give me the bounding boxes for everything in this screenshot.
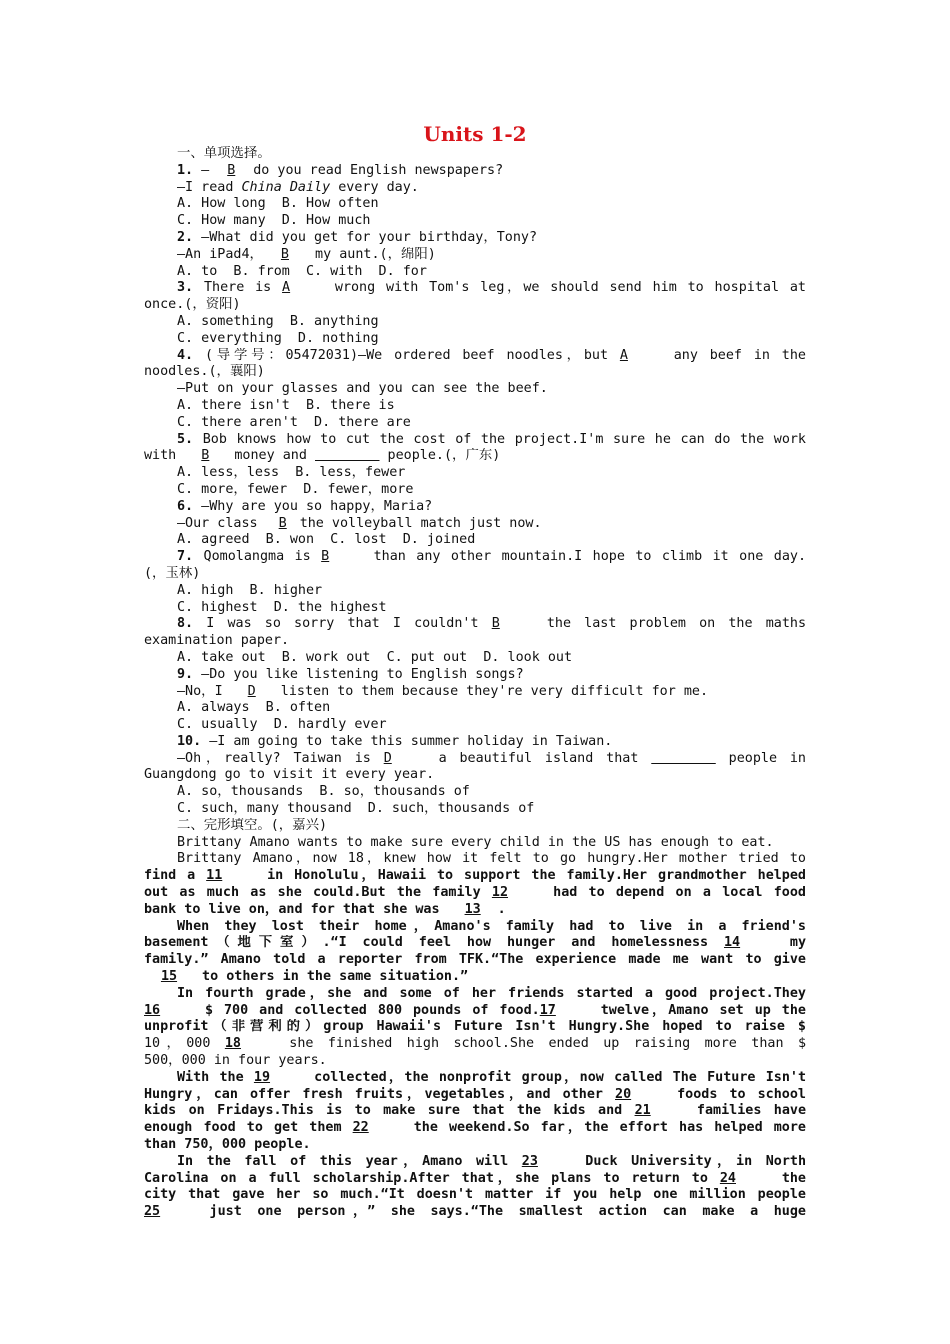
passage-line: find a 11 in Honolulu，Hawaii to support the family.Her grandmother helped — [144, 868, 806, 884]
passage-line: Brittany Amano wants to make sure every child in the US has enough to eat. — [177, 834, 774, 850]
question-4: 4. (导学号：05472031)—We ordered beef noodles，but A any beef in the — [177, 347, 806, 363]
passage-line: In the fall of this year，Amano will 23 Duck University，in North — [177, 1153, 806, 1169]
cloze-blank: 18 — [224, 1036, 241, 1052]
question-3: 3. There is A wrong with Tom's leg，we should send him to hospital at — [177, 280, 806, 296]
question-line: noodles.(，襄阳) — [144, 364, 265, 380]
cloze-blank: 15 — [160, 969, 178, 985]
question-7: 7. Qomolangma is B than any other mountain.I hope to climb it one day. — [177, 549, 806, 565]
question-1: 1. — B do you read English newspapers? — [177, 162, 504, 178]
passage-line: than 750，000 people. — [144, 1137, 311, 1153]
section-heading: 一、单项选择。 — [177, 146, 271, 161]
question-2: 2. —What did you get for your birthday，Tony? — [177, 229, 538, 245]
question-line: —Oh，really? Taiwan is D a beautiful island that people in — [177, 750, 806, 766]
question-5: 5. Bob knows how to cut the cost of the project.I'm sure he can do the work — [177, 431, 806, 447]
question-line: —An iPad4， B my aunt.(，绵阳) — [177, 246, 436, 262]
passage-line: Carolina on a full scholarship.After that，she plans to return to 24 the — [144, 1170, 806, 1186]
options: A. How long B. How often — [177, 196, 379, 212]
passage-line: In fourth grade，she and some of her friends started a good project.They — [177, 985, 806, 1001]
options: A. take out B. work out C. put out D. look out — [177, 649, 573, 665]
question-8: 8. I was so sorry that I couldn't B the last problem on the maths — [177, 616, 806, 632]
passage-line: 15 to others in the same situation.” — [144, 969, 806, 986]
cloze-blank: 20 — [615, 1086, 632, 1102]
answer-blank: B — [201, 448, 210, 464]
answer-blank: D — [247, 683, 256, 699]
passage-line: 25 just one person，” she says.“The smallest action can make a huge — [144, 1204, 806, 1220]
empty-blank — [651, 751, 716, 768]
options: C. everything D. nothing — [177, 330, 379, 346]
cloze-blank: 22 — [352, 1120, 369, 1136]
question-line: (，玉林) — [144, 565, 201, 581]
options: C. there aren't D. there are — [177, 414, 411, 430]
cloze-blank: 19 — [253, 1069, 271, 1085]
passage-line: city that gave her so much.“It doesn't matter if you help one million people — [144, 1187, 806, 1203]
question-6: 6. —Why are you so happy，Maria? — [177, 498, 433, 514]
page-title: Units 1-2 — [423, 122, 527, 146]
cloze-blank: 24 — [719, 1170, 736, 1186]
options: A. less，less B. less，fewer — [177, 465, 406, 481]
passage-line: basement（地下室）.“I could feel how hunger and homelessness 14 my — [144, 935, 806, 951]
answer-blank: B — [280, 246, 289, 262]
options: A. there isn't B. there is — [177, 397, 395, 413]
options: A. high B. higher — [177, 582, 323, 598]
passage-line: unprofit（非营利的）group Hawaii's Future Isn't Hungry.She hoped to raise $ — [144, 1019, 806, 1035]
options: A. to B. from C. with D. for — [177, 263, 427, 279]
passage-line: 10，000 18 she finished high school.She ended up raising more than $ — [144, 1036, 806, 1052]
question-9: 9. —Do you like listening to English songs? — [177, 666, 524, 682]
options: C. How many D. How much — [177, 213, 371, 229]
passage-line: family.” Amano told a reporter from TFK.“The experience made me want to give — [144, 952, 806, 968]
answer-blank: B — [321, 549, 330, 565]
answer-blank: A — [282, 280, 291, 296]
passage-line: 500，000 in four years. — [144, 1053, 327, 1069]
question-line: —Our class B the volleyball match just now. — [177, 515, 542, 531]
options: A. always B. often — [177, 700, 331, 716]
cloze-blank: 17 — [539, 1002, 556, 1018]
answer-blank: B — [491, 616, 500, 632]
passage-line: out as much as she could.But the family 12 had to depend on a local food — [144, 885, 806, 901]
cloze-blank: 13 — [464, 901, 481, 917]
passage-line: kids on Fridays.This is to make sure that the kids and 21 families have — [144, 1103, 806, 1119]
answer-blank: D — [383, 750, 392, 766]
passage-line: 16 $ 700 and collected 800 pounds of food.17 twelve，Amano set up the — [144, 1002, 806, 1018]
answer-blank: B — [278, 515, 287, 531]
answer-blank: A — [619, 347, 628, 363]
passage-line: Brittany Amano，now 18，knew how it felt to go hungry.Her mother tried to — [177, 851, 806, 867]
options: C. such，many thousand D. such，thousands of — [177, 801, 535, 817]
cloze-blank: 21 — [634, 1103, 651, 1119]
options: C. more，fewer D. fewer，more — [177, 481, 414, 497]
question-line: once.(，资阳) — [144, 297, 241, 313]
options: A. agreed B. won C. lost D. joined — [177, 532, 476, 548]
passage-line: With the 19 collected，the nonprofit group，now called The Future Isn't — [177, 1069, 806, 1085]
question-10: 10. —I am going to take this summer holiday in Taiwan. — [177, 733, 613, 749]
question-line: —I read China Daily every day. — [177, 179, 419, 195]
options: A. something B. anything — [177, 313, 379, 329]
options: C. highest D. the highest — [177, 599, 387, 615]
options: C. usually D. hardly ever — [177, 717, 387, 733]
question-line: —No，I D listen to them because they're very difficult for me. — [177, 683, 709, 699]
question-line: Guangdong go to visit it every year. — [144, 767, 435, 783]
cloze-blank: 25 — [144, 1204, 161, 1220]
question-line: —Put on your glasses and you can see the beef. — [177, 381, 548, 397]
options: A. so，thousands B. so，thousands of — [177, 784, 470, 800]
passage-line: Hungry，can offer fresh fruits，vegetables，and other 20 foods to school — [144, 1086, 806, 1102]
cloze-blank: 11 — [206, 868, 223, 884]
cloze-blank: 16 — [144, 1002, 161, 1018]
passage-line: bank to live on，and for that she was 13 . — [144, 901, 506, 917]
question-line: examination paper. — [144, 633, 290, 649]
empty-blank — [315, 448, 380, 465]
answer-blank: B — [227, 162, 236, 178]
section-heading: 二、完形填空。(，嘉兴) — [177, 817, 328, 833]
passage-line: enough food to get them 22 the weekend.So far，the effort has helped more — [144, 1120, 806, 1136]
cloze-blank: 14 — [723, 935, 741, 951]
cloze-blank: 12 — [491, 885, 509, 901]
passage-line: When they lost their home，Amano's family had to live in a friend's — [177, 918, 806, 934]
question-line: with B money and people.(，广东) — [144, 448, 501, 464]
worksheet-content — [144, 146, 806, 1221]
cloze-blank: 23 — [521, 1153, 538, 1169]
